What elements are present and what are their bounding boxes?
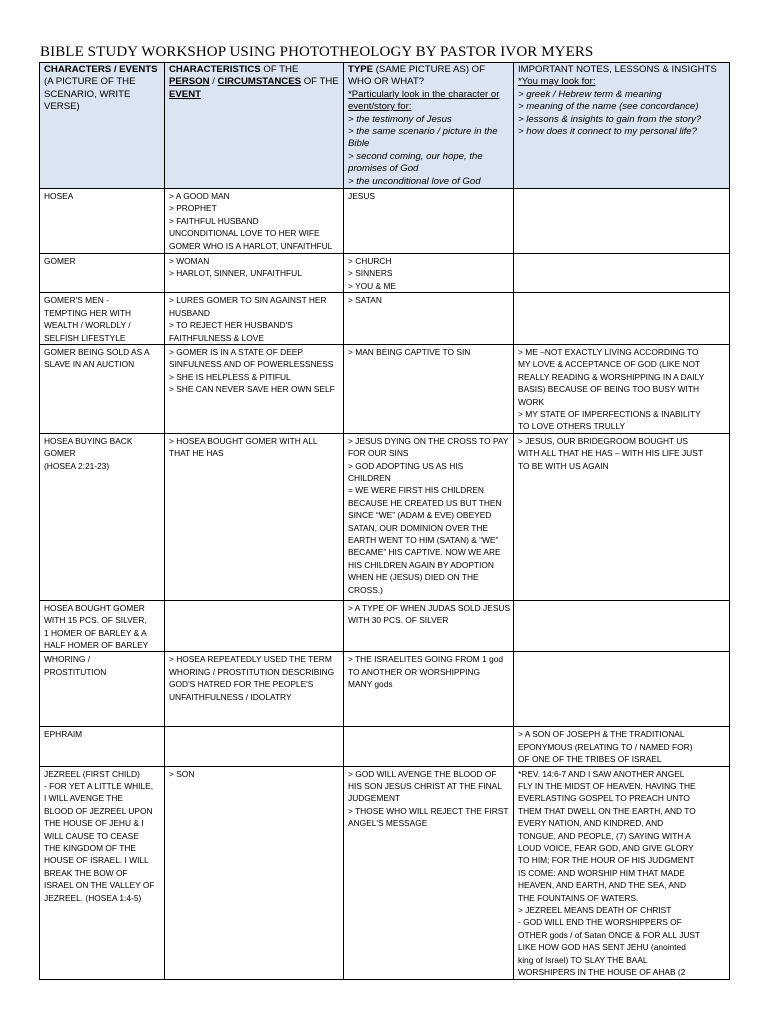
cell-type <box>344 344 514 433</box>
cell-line: GOMER <box>44 448 76 459</box>
table-row <box>40 189 730 254</box>
header-characteristics <box>165 63 344 189</box>
cell-line: BLOOD OF JEZREEL UPON <box>44 805 153 816</box>
cell-line: > JESUS, OUR BRIDEGROOM BOUGHT US <box>518 435 688 446</box>
cell-type <box>344 652 514 727</box>
cell-line: > ME –NOT EXACTLY LIVING ACCORDING TO <box>518 346 699 357</box>
cell-line: JESUS <box>348 191 375 202</box>
cell-line: OTHER gods / of Satan ONCE & FOR ALL JUST <box>518 929 701 940</box>
cell-line: > TO REJECT HER HUSBAND'S <box>169 320 293 331</box>
cell-line: GOMER <box>44 256 76 267</box>
cell-line: THE FOUNTAINS OF WATERS. <box>518 892 639 903</box>
table-row <box>40 433 730 600</box>
page-title: BIBLE STUDY WORKSHOP USING PHOTOTHEOLOGY BY PASTOR IVOR MYERS <box>40 44 594 60</box>
cell-line: THE HOUSE OF JEHU & I <box>44 818 144 829</box>
cell-line: TEMPTING HER WITH <box>44 307 132 318</box>
cell-line: REALLY READING & WORSHIPPING IN A DAILY <box>518 371 705 382</box>
header-type <box>344 63 514 189</box>
cell-type <box>344 254 514 293</box>
cell-line: UNFAITHFULNESS / IDOLATRY <box>169 691 292 702</box>
table-row <box>40 652 730 727</box>
table-row <box>40 766 730 979</box>
cell-line: > GOD WILL AVENGE THE BLOOD OF <box>348 768 497 779</box>
cell-line: CROSS.) <box>348 584 383 595</box>
cell-line: > THOSE WHO WILL REJECT THE FIRST <box>348 805 509 816</box>
header-col2-event: EVENT <box>169 88 201 100</box>
cell-line: (HOSEA 2:21-23) <box>44 460 110 471</box>
header-col3-item: > the same scenario / picture in the Bible <box>348 126 498 150</box>
cell-line: > SHE IS HELPLESS & PITIFUL <box>169 371 291 382</box>
cell-type <box>344 433 514 600</box>
cell-line: FAITHFULNESS & LOVE <box>169 332 264 343</box>
header-col4-item: > meaning of the name (see concordance) <box>518 101 699 113</box>
cell-character-event <box>40 766 165 979</box>
cell-line: HOSEA BOUGHT GOMER <box>44 602 145 613</box>
cell-line: I WILL AVENGE THE <box>44 793 123 804</box>
cell-line: > CHURCH <box>348 256 392 267</box>
cell-line: HOUSE OF ISRAEL. I WILL <box>44 855 149 866</box>
cell-line: HIS CHILDREN AGAIN BY ADOPTION <box>348 559 494 570</box>
cell-line: > JEZREEL MEANS DEATH OF CHRIST <box>518 905 672 916</box>
table-row <box>40 293 730 345</box>
header-col3-rest: (SAME PICTURE AS) OF WHO OR WHAT? <box>348 64 486 88</box>
cell-line: > HOSEA BOUGHT GOMER WITH ALL <box>169 435 318 446</box>
cell-line: TO LOVE OTHERS TRULLY <box>518 421 626 432</box>
cell-character-event <box>40 652 165 727</box>
cell-line: BECAUSE HE CREATED US BUT THEN <box>348 497 502 508</box>
cell-line: SINFULNESS AND OF POWERLESSNESS <box>169 359 334 370</box>
cell-type <box>344 727 514 766</box>
table-row <box>40 254 730 293</box>
cell-notes <box>514 766 730 979</box>
cell-line: SINCE “WE” (ADAM & EVE) OBEYED <box>348 510 492 521</box>
cell-type <box>344 766 514 979</box>
cell-characteristics <box>165 652 344 727</box>
table-row <box>40 600 730 652</box>
cell-line: TO ANOTHER OR WORSHIPPING <box>348 666 480 677</box>
cell-line: WEALTH / WORLDLY / <box>44 320 131 331</box>
cell-line: MANY gods <box>348 679 393 690</box>
cell-line: > A TYPE OF WHEN JUDAS SOLD JESUS <box>348 602 511 613</box>
cell-characteristics <box>165 344 344 433</box>
cell-line: GOD'S HATRED FOR THE PEOPLE'S <box>169 679 314 690</box>
cell-line: JEZREEL. (HOSEA 1:4-5) <box>44 892 142 903</box>
cell-line: > GOD ADOPTING US AS HIS <box>348 460 464 471</box>
cell-character-event <box>40 293 165 345</box>
cell-line: BREAK THE BOW OF <box>44 867 128 878</box>
cell-line: = WE WERE FIRST HIS CHILDREN <box>348 485 484 496</box>
cell-line: > SON <box>169 768 195 779</box>
cell-line: THE KINGDOM OF THE <box>44 843 136 854</box>
header-col1-bold: CHARACTERS / EVENTS <box>44 64 158 75</box>
cell-line: > JESUS DYING ON THE CROSS TO PAY <box>348 435 509 446</box>
cell-notes <box>514 254 730 293</box>
cell-line: WHEN HE (JESUS) DIED ON THE <box>348 572 479 583</box>
cell-characteristics <box>165 189 344 254</box>
cell-line: WITH 15 PCS. OF SILVER, <box>44 615 147 626</box>
cell-line: ANGEL'S MESSAGE <box>348 818 428 829</box>
header-col4-item: > lessons & insights to gain from the story? <box>518 113 702 125</box>
cell-characteristics <box>165 433 344 600</box>
cell-line: HIS SON JESUS CHRIST AT THE FINAL <box>348 781 502 791</box>
cell-characteristics <box>165 254 344 293</box>
table-header-row <box>40 63 730 189</box>
header-notes <box>514 63 730 189</box>
header-col4-item: > how does it connect to my personal life? <box>518 126 697 138</box>
cell-characteristics <box>165 766 344 979</box>
cell-notes <box>514 652 730 727</box>
cell-line: 1 HOMER OF BARLEY & A <box>44 627 147 638</box>
table-row <box>40 727 730 766</box>
cell-line: ISRAEL ON THE VALLEY OF <box>44 880 155 891</box>
cell-line: - FOR YET A LITTLE WHILE, <box>44 781 154 791</box>
cell-type <box>344 293 514 345</box>
cell-character-event <box>40 433 165 600</box>
header-col3-item: > second coming, our hope, the promises of God <box>348 150 483 175</box>
cell-line: FLY IN THE MIDST OF HEAVEN, HAVING THE <box>518 781 696 791</box>
cell-notes <box>514 189 730 254</box>
cell-line: GOMER WHO IS A HARLOT, UNFAITHFUL <box>169 240 333 251</box>
cell-line: > A GOOD MAN <box>169 191 230 202</box>
cell-line: - GOD WILL END THE WORSHIPPERS OF <box>518 917 682 928</box>
cell-line: > YOU & ME <box>348 280 397 291</box>
cell-line: WORK <box>518 396 545 407</box>
header-col2-bold1: CHARACTERISTICS <box>169 64 261 75</box>
cell-line: *REV. 14:6-7 AND I SAW ANOTHER ANGEL <box>518 768 685 779</box>
cell-line: WITH ALL THAT HE HAS – WITH HIS LIFE JUST <box>518 448 703 459</box>
cell-characteristics <box>165 727 344 766</box>
cell-line: > LURES GOMER TO SIN AGAINST HER <box>169 295 327 306</box>
cell-line: > SHE CAN NEVER SAVE HER OWN SELF <box>169 384 335 395</box>
header-col2-t3: OF THE <box>301 76 339 88</box>
cell-line: THEM THAT DWELL ON THE EARTH, AND TO <box>518 805 696 816</box>
cell-line: UNCONDITIONAL LOVE TO HER WIFE <box>169 228 320 239</box>
cell-line: HEAVEN, AND EARTH, AND THE SEA, AND <box>518 880 687 891</box>
cell-line: > THE ISRAELITES GOING FROM 1 god <box>348 654 504 665</box>
cell-line: WITH 30 PCS. OF SILVER <box>348 615 449 626</box>
cell-notes <box>514 344 730 433</box>
header-col1-rest: (A PICTURE OF THE SCENARIO, WRITE VERSE) <box>44 76 136 113</box>
cell-character-event <box>40 344 165 433</box>
cell-line: HOSEA <box>44 191 74 202</box>
cell-line: EPONYMOUS (RELATING TO / NAMED FOR) <box>518 741 693 752</box>
cell-notes <box>514 293 730 345</box>
cell-line: WORSHIPERS IN THE HOUSE OF AHAB (2 <box>518 967 686 978</box>
cell-line: EVERY NATION, AND KINDRED, AND <box>518 818 664 829</box>
header-col2-circumstances: CIRCUMSTANCES <box>217 76 302 88</box>
cell-line: SATAN, OUR DOMINION OVER THE <box>348 522 489 533</box>
cell-line: > PROPHET <box>169 203 217 214</box>
cell-line: GOMER'S MEN - <box>44 295 109 306</box>
cell-line: > SINNERS <box>348 268 393 279</box>
header-col2-t1: OF THE <box>260 64 299 75</box>
cell-line: BASIS) BECAUSE OF BEING TOO BUSY WITH <box>518 384 700 395</box>
cell-line: > HOSEA REPEATEDLY USED THE TERM <box>169 654 332 665</box>
cell-line: JUDGEMENT <box>348 793 401 804</box>
cell-notes <box>514 600 730 652</box>
cell-line: EPHRAIM <box>44 729 83 740</box>
table-row <box>40 344 730 433</box>
study-table <box>39 62 730 980</box>
cell-line: > WOMAN <box>169 256 210 267</box>
header-col3-item: > the unconditional love of God <box>348 175 481 187</box>
cell-type <box>344 189 514 254</box>
cell-characteristics <box>165 600 344 652</box>
cell-line: > SATAN <box>348 295 382 306</box>
cell-characteristics <box>165 293 344 345</box>
cell-line: > GOMER IS IN A STATE OF DEEP <box>169 346 303 357</box>
header-col4-title: IMPORTANT NOTES, LESSONS & INSIGHTS <box>518 64 717 75</box>
cell-line: king of Israel) TO SLAY THE BAAL <box>518 954 648 965</box>
cell-line: > FAITHFUL HUSBAND <box>169 215 259 226</box>
cell-line: SELFISH LIFESTYLE <box>44 332 126 343</box>
cell-line: HOSEA BUYING BACK <box>44 435 133 446</box>
cell-line: TONGUE, AND PEOPLE, (7) SAYING WITH A <box>518 830 691 841</box>
header-col2-person: PERSON <box>169 76 210 88</box>
cell-line: EVERLASTING GOSPEL TO PREACH UNTO <box>518 793 690 804</box>
cell-line: > MY STATE OF IMPERFECTIONS & INABILITY <box>518 408 701 419</box>
header-col3-look-label: *Particularly look in the character or event/story for: <box>348 88 500 113</box>
cell-character-event <box>40 254 165 293</box>
cell-character-event <box>40 727 165 766</box>
header-col4-item: > greek / Hebrew term & meaning <box>518 88 662 100</box>
header-col3-item: > the testimony of Jesus <box>348 113 452 125</box>
cell-character-event <box>40 189 165 254</box>
cell-line: SLAVE IN AN AUCTION <box>44 359 135 370</box>
cell-line: LIKE HOW GOD HAS SENT JEHU (anointed <box>518 942 686 953</box>
cell-line: WHORING / <box>44 654 91 665</box>
cell-line: WILL CAUSE TO CEASE <box>44 830 139 841</box>
cell-line: HUSBAND <box>169 307 210 318</box>
cell-line: LOUD VOICE, FEAR GOD, AND GIVE GLORY <box>518 843 694 854</box>
cell-line: GOMER BEING SOLD AS A <box>44 346 150 357</box>
cell-line: CHILDREN <box>348 472 391 483</box>
cell-line: THAT HE HAS <box>169 448 224 459</box>
cell-line: BECAME” HIS CAPTIVE. NOW WE ARE <box>348 547 501 558</box>
cell-type <box>344 600 514 652</box>
header-col3-bold: TYPE <box>348 64 374 75</box>
cell-line: TO HIM; FOR THE HOUR OF HIS JUDGMENT <box>518 855 695 866</box>
header-col4-look-label: *You may look for: <box>518 76 596 88</box>
cell-line: PROSTITUTION <box>44 666 107 677</box>
cell-line: FOR OUR SINS <box>348 448 409 459</box>
cell-line: > HARLOT, SINNER, UNFAITHFUL <box>169 268 302 279</box>
cell-character-event <box>40 600 165 652</box>
cell-line: TO BE WITH US AGAIN <box>518 460 609 471</box>
cell-line: EARTH WENT TO HIM (SATAN) & “WE” <box>348 535 499 545</box>
cell-line: MY LOVE & ACCEPTANCE OF GOD (LIKE NOT <box>518 359 701 370</box>
cell-line: JEZREEL (FIRST CHILD) <box>44 768 140 779</box>
cell-line: HALF HOMER OF BARLEY <box>44 639 149 650</box>
cell-notes <box>514 433 730 600</box>
cell-line: IS COME: AND WORSHIP HIM THAT MADE <box>518 867 685 878</box>
header-col2-t2: / <box>209 76 218 88</box>
cell-line: > MAN BEING CAPTIVE TO SIN <box>348 346 471 357</box>
cell-line: WHORING / PROSTITUTION DESCRIBING <box>169 666 335 677</box>
header-characters-events <box>40 63 165 189</box>
cell-line: OF ONE OF THE TRIBES OF ISRAEL <box>518 754 662 765</box>
cell-line: > A SON OF JOSEPH & THE TRADITIONAL <box>518 729 685 740</box>
cell-notes <box>514 727 730 766</box>
